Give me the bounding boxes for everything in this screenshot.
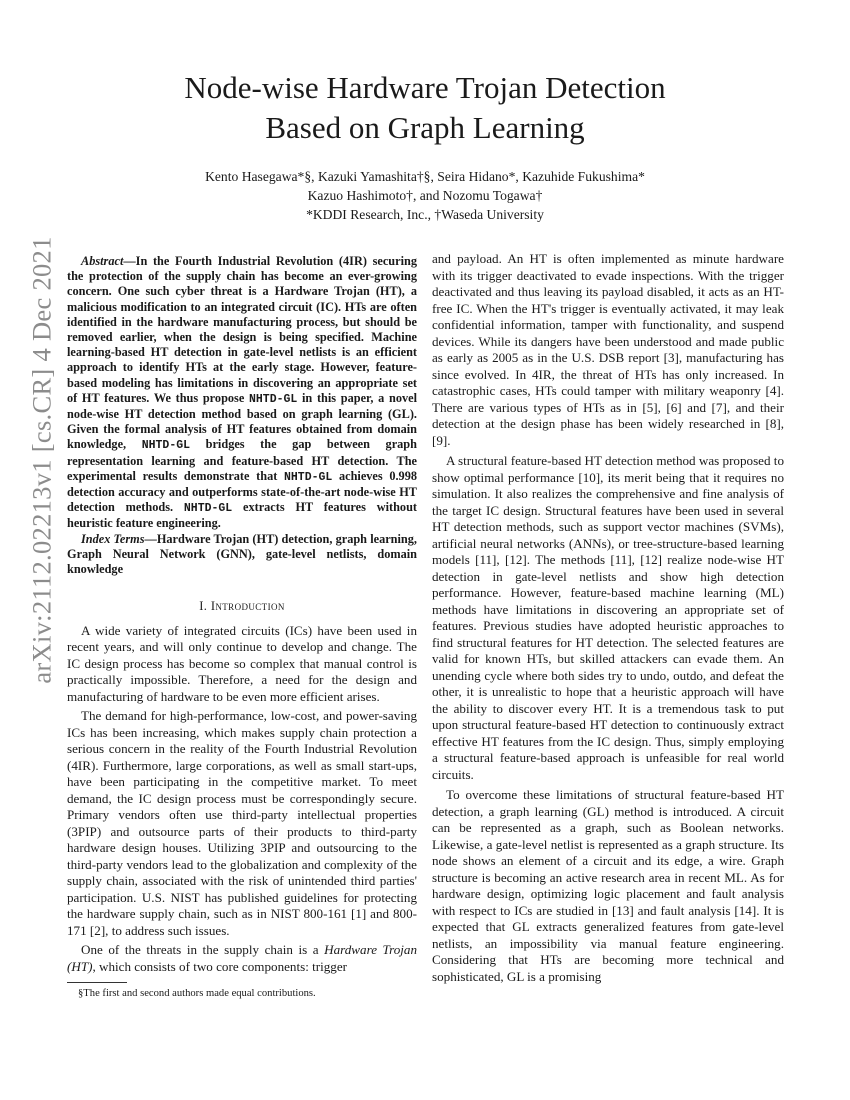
paper-title bbox=[0, 68, 850, 148]
author-line-1: Kento Hasegawa*§, Kazuki Yamashita†§, Seira Hidano*, Kazuhide Fukushima* bbox=[205, 169, 645, 184]
method-name: NHTD-GL bbox=[183, 502, 233, 516]
left-column bbox=[67, 254, 417, 975]
section-heading: I. Introduction bbox=[199, 599, 285, 614]
abstract-text-2: in this paper, a novel node-wise HT detection method based on graph learning (GL). Given the formal analysis of HT features obtained from domain knowledge, bbox=[67, 390, 418, 452]
affiliations: *KDDI Research, Inc., †Waseda University bbox=[306, 207, 544, 222]
paragraph: and payload. An HT is often implemented as minute hardware with its trigger deactivated to evade inspections. With the trigger deactivated and thus leaving its payload disabled, it acts as an HT-free IC. When the HT's trigger is eventually activated, it may leak confidential information, tamper with functionality, and suspend devices. While its dangers have been understood and made public as early as 2005 as in the U.S. DSB report [3], manufacturing has since evolved. In 4IR, the threat of HTs has only increased. In catastrophic cases, HTs could tamper with military weaponry [4]. There are various types of HTs as in [5], [6] and [7], and their detection at the design phase has been widely researched in [8], [9]. bbox=[432, 251, 784, 448]
index-terms-text: Hardware Trojan (HT) detection, graph learning, Graph Neural Network (GNN), gate-level netlists, domain knowledge bbox=[67, 531, 417, 577]
footnote: §The first and second authors made equal contributions. bbox=[78, 988, 316, 999]
right-column bbox=[432, 251, 784, 985]
author-block bbox=[0, 167, 850, 224]
method-name: NHTD-GL bbox=[141, 439, 191, 453]
footnote-rule bbox=[67, 982, 127, 983]
method-name: NHTD-GL bbox=[249, 392, 298, 406]
abstract-label: Abstract bbox=[81, 254, 124, 268]
paragraph: A structural feature-based HT detection method was proposed to show optimal performance [10], its merit being that it requires no simulation. It also realizes the comprehensive and fine analysis of the target IC design. Structural features have been used in several HT detection methods, such as support vector machines (SVMs), artificial neural networks (ANNs), or tree-structure-based learning models [11], [12]. The methods [11], [12] realize node-wise HT detection in gate-level netlists and show high detection performance. However, feature-based machine learning (ML) methods have limitations in discovering an appropriate set of features. Previous studies have adopted heuristic approaches to find structural features for HT detection. The selected features are valid for known HTs, but skilled attackers can evade them. An unending cycle where both sides try to undo, outdo, and defeat the other, it is unrealistic to hope that a heuristic approach will have the ability to discover every HT. It is a tremendous task to put upon structural feature-based HT detection to continuously extract effective HT features from the IC design. Thus, simply employing a structural feature-based approach is unfeasible for real world circuits. bbox=[432, 453, 784, 782]
abstract-text-1: In the Fourth Industrial Revolution (4IR) securing the protection of the supply chain has become an ever-growing concern. One such cyber threat is a Hardware Trojan (HT), a malicious modification to an integrated circuit (IC). HTs are often identified in the hardware manufacturing process, but should be removed earlier, when the design is being specified. Machine learning-based HT detection in gate-level netlists is an efficient approach to identify HTs at the early stage. However, feature-based modeling has limitations in discovering an appropriate set of HT features. We thus propose bbox=[67, 254, 417, 405]
paragraph: To overcome these limitations of structural feature-based HT detection, a graph learning (GL) method is introduced. A circuit can be represented as a graph, such as Boolean networks. Likewise, a gate-level netlist is represented as a graph structure. Its node shows an element of a circuit and its edge, a wire. Graph structure is becoming an active research area in recent ML. As for hardware design, optimizing logic placement and fault analysis with respect to ICs are studied in [13] and fault analysis [14]. It is expected that GL extracts generalized features from gate-level netlists, an impossibility via manual feature engineering. Considering that HTs are becoming more technical and sophisticated, GL is a promising bbox=[432, 787, 784, 984]
index-terms-dash: — bbox=[144, 531, 157, 546]
paragraph: The demand for high-performance, low-cost, and power-saving ICs has been increasing, which makes supply chain protection a serious concern in the reality of the Fourth Industrial Revolution (4IR). Furthermore, large corporations, as well as small start-ups, have been participating in the competitive market. To meet demand, the IC design process must be correspondingly secure. Primary vendors often use third-party intellectual properties (3PIP) and outsource parts of their products to third-party hardware design houses. Utilizing 3PIP and outsourcing to the third-party vendors lead to the globalization and complexity of the supply chain, associated with the risk of unintended third parties' participation. U.S. NIST has published guidelines for protecting the hardware supply chain, such as in NIST 800-161 [1] and 800-171 [2], to address such issues. bbox=[67, 708, 417, 938]
abstract-text-3: bridges the gap between graph representation learning and feature-based HT detection. The experimental results demonstrate that bbox=[67, 437, 417, 483]
paragraph bbox=[67, 942, 417, 975]
method-name: NHTD-GL bbox=[283, 470, 333, 484]
paper-title-line-2: Based on Graph Learning bbox=[265, 110, 585, 145]
abstract-text-4: achieves 0.998 detection accuracy and outperforms state-of-the-art node-wise HT detection methods. bbox=[67, 468, 417, 515]
arxiv-identifier bbox=[16, 236, 68, 684]
paper-title-line-1: Node-wise Hardware Trojan Detection bbox=[184, 70, 666, 105]
author-line-2: Kazuo Hashimoto†, and Nozomu Togawa† bbox=[307, 188, 543, 203]
abstract-dash: — bbox=[123, 254, 136, 268]
paragraph-text: One of the threats in the supply chain is a bbox=[81, 942, 325, 958]
index-terms bbox=[67, 532, 417, 578]
abstract-text-5: extracts HT features without heuristic feature engineering. bbox=[67, 500, 418, 531]
paragraph: A wide variety of integrated circuits (ICs) have been used in recent years, and will only continue to develop and change. The IC design process has become so complex that manual control is practically impossible. Therefore, a need for the design and manufacturing of hardware to be even more efficient arises. bbox=[67, 622, 417, 704]
arxiv-identifier-text: arXiv:2112.02213v1 [cs.CR] 4 Dec 2021 bbox=[26, 236, 57, 684]
emphasized-term: Hardware Trojan (HT) bbox=[67, 942, 417, 974]
index-terms-label: Index Terms bbox=[81, 531, 145, 546]
paragraph-text: , which consists of two core components: trigger bbox=[92, 958, 348, 974]
abstract bbox=[67, 254, 417, 532]
